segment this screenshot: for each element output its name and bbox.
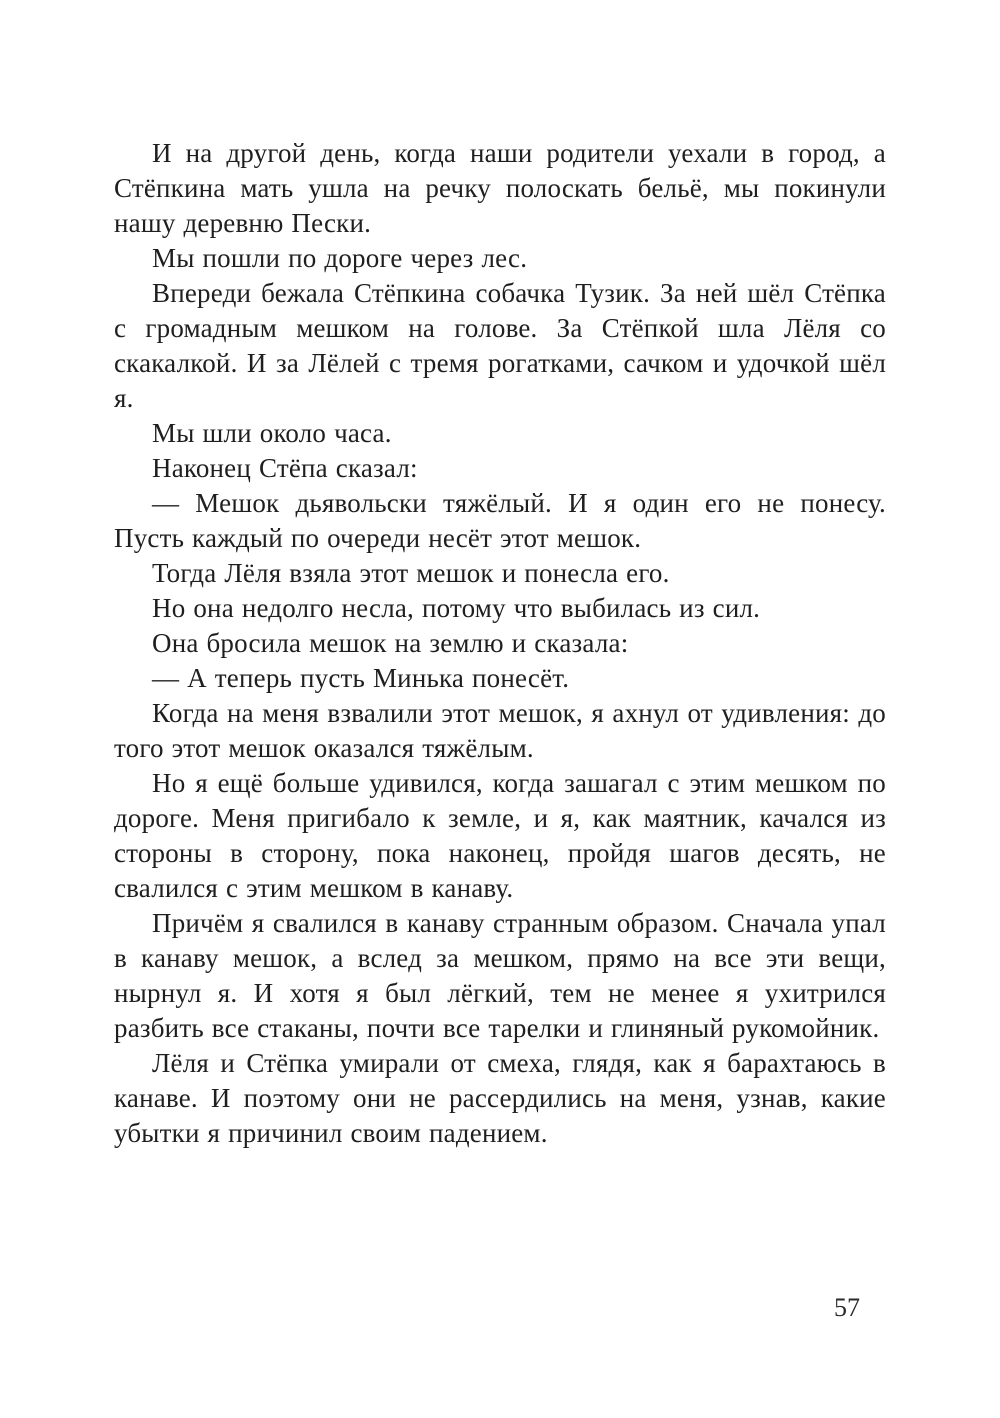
paragraph: Но я ещё больше удивился, когда зашагал с этим мешком по дороге. Меня пригибало к земле, и я, как маятник, качался из стороны в сторону, пока наконец, пройдя шагов десять, не свалился с этим мешком в канаву. [114,768,886,903]
paragraph: Когда на меня взвалили этот мешок, я ахнул от удивления: до того этот мешок оказался тяжёлым. [114,698,886,763]
paragraph: Лёля и Стёпка умирали от смеха, глядя, как я барахтаюсь в канаве. И поэтому они не рассердились на меня, узнав, какие убытки я причинил своим падением. [114,1048,886,1148]
paragraph: И на другой день, когда наши родители уехали в город, а Стёпкина мать ушла на речку полоскать бельё, мы покинули нашу деревню Пески. [114,138,886,238]
paragraph: Она бросила мешок на землю и сказала: [152,628,629,658]
paragraph: Впереди бежала Стёпкина собачка Тузик. За ней шёл Стёпка с громадным мешком на голове. За Стёпкой шла Лёля со скакалкой. И за Лёлей с тремя рогатками, сачком и удочкой шёл я. [114,278,886,413]
page-number: 57 [834,1293,860,1322]
paragraph: Мы шли около часа. [152,418,392,448]
paragraph: Тогда Лёля взяла этот мешок и понесла его. [152,558,670,588]
paragraph: Наконец Стёпа сказал: [152,453,418,483]
page-text [114,136,886,1151]
paragraph-dialogue: — А теперь пусть Минька понесёт. [152,663,570,693]
paragraph: Но она недолго несла, потому что выбилась из сил. [152,593,761,623]
paragraph: Причём я свалился в канаву странным образом. Сначала упал в канаву мешок, а вслед за мешком, прямо на все эти вещи, нырнул я. И хотя я был лёгкий, тем не менее я ухитрился разбить все стаканы, почти все тарелки и глиняный рукомойник. [114,908,886,1043]
paragraph: Мы пошли по дороге через лес. [152,243,528,273]
paragraph-dialogue: — Мешок дьявольски тяжёлый. И я один его не понесу. Пусть каждый по очереди несёт этот мешок. [114,488,886,553]
